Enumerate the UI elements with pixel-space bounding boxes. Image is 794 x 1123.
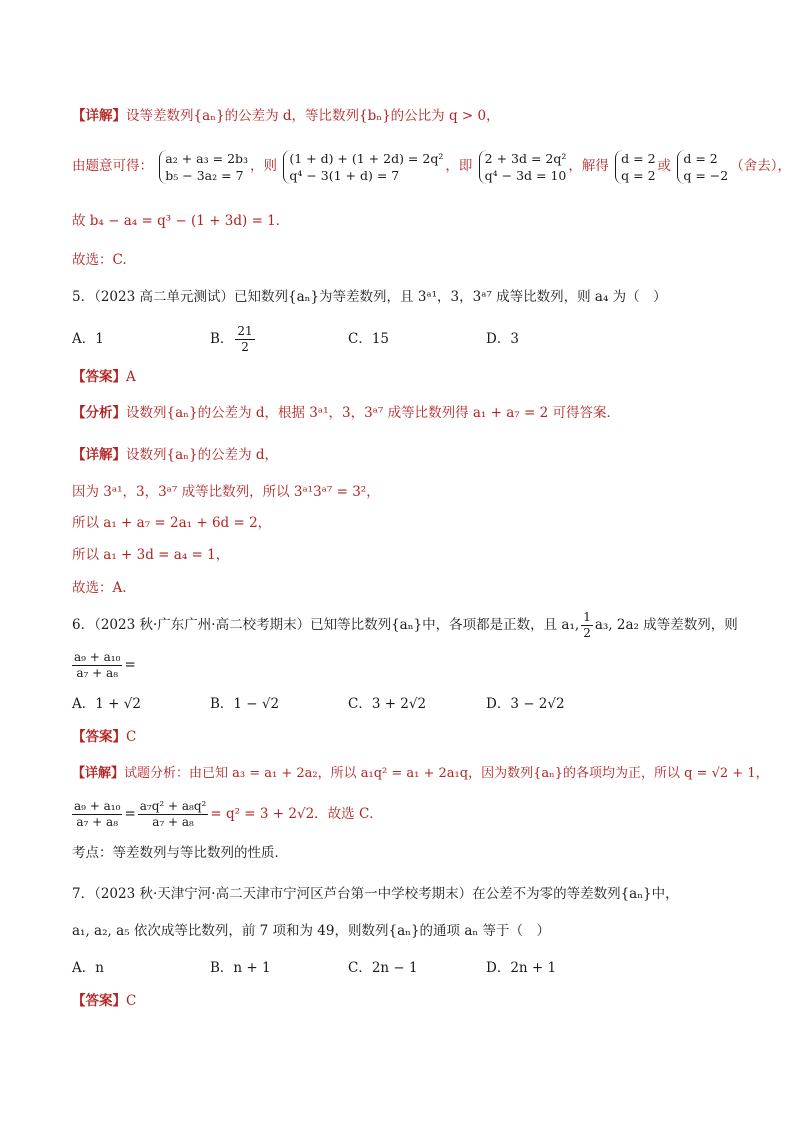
analysis-tag: 【分析】 <box>72 405 126 421</box>
stem-part: a₃, 2a₂ 成等差数列，则 <box>594 617 738 633</box>
q6-expression <box>72 648 754 682</box>
equation-system-3 <box>479 150 567 184</box>
option-b: B．1 − √2 <box>210 696 280 712</box>
detail-tag: 【详解】 <box>72 766 125 781</box>
q4-detail-line2 <box>72 146 791 190</box>
denominator: 2 <box>241 340 249 354</box>
option-d: D．3 <box>486 331 519 347</box>
q5-detail-3: 所以 a₁ + a₇ = 2a₁ + 6d = 2， <box>72 515 272 531</box>
q5-analysis <box>72 403 754 423</box>
q6-detail <box>72 764 769 784</box>
equation-system-4 <box>615 150 655 184</box>
eq: q = 2 <box>621 167 656 183</box>
eq: q = −2 <box>683 167 729 183</box>
connector: ，解得 <box>568 158 609 174</box>
q4-detail-line1 <box>72 106 754 126</box>
numerator: 1 <box>583 610 591 624</box>
numerator: a₇q² + a₈q² <box>139 799 207 813</box>
eq: b₅ − 3a₂ = 7 <box>165 167 244 183</box>
option-b <box>210 322 348 356</box>
fraction <box>72 799 122 830</box>
fraction <box>138 799 209 830</box>
connector: ，即 <box>445 158 473 174</box>
connector: 或 <box>657 158 672 174</box>
detail-tag: 【详解】 <box>72 447 126 463</box>
option-c: C．3 + 2√2 <box>348 696 427 712</box>
q5-choose: 故选：A. <box>72 580 127 596</box>
numerator: a₉ + a₁₀ <box>74 650 121 664</box>
q7-stem-2: a₁, a₂, a₅ 依次成等比数列，前 7 项和为 49，则数列{aₙ}的通项 aₙ 等于（ ） <box>72 923 551 939</box>
answer-value: C <box>126 729 137 745</box>
q5-detail-4: 所以 a₁ + 3d = a₄ = 1， <box>72 547 230 563</box>
numerator: 21 <box>237 324 253 338</box>
q7-options <box>72 958 754 978</box>
ratio-fraction <box>72 650 122 681</box>
q6-options <box>72 694 754 714</box>
connector: （舍去）， <box>730 158 791 174</box>
detail-text: 设等差数列{aₙ}的公差为 d，等比数列{bₙ}的公比为 q > 0， <box>126 108 500 124</box>
analysis-text: 设数列{aₙ}的公差为 d，根据 3ᵃ¹，3，3ᵃ⁷ 成等比数列得 a₁ + a₇ = 2 可得答案． <box>126 405 620 421</box>
q6-detail-2: $\frac{\text{a₉ + a₁₀}}{\text{a₇ + a₈}}$ = $\frac{\text{a₇q² + a₈q²}}{\text{a₇ + a₈}}$ = q² = 3 + 2√2．故选 C． <box>74 799 383 829</box>
eq: d = 2 <box>621 150 656 166</box>
q6-stem <box>72 608 754 642</box>
answer-value: C <box>126 993 137 1009</box>
option-c: C．2n − 1 <box>348 960 418 976</box>
answer-tag: 【答案】 <box>72 369 126 385</box>
option-c: C．15 <box>348 331 390 347</box>
detail-tag: 【详解】 <box>72 108 126 124</box>
option-a: A．1 <box>72 331 104 347</box>
answer-tag: 【答案】 <box>72 993 126 1009</box>
q4-detail-line3: 故 b₄ − a₄ = q³ − (1 + 3d) = 1． <box>72 213 290 229</box>
q4-choose: 故选：C. <box>72 252 127 268</box>
stem-part: 6．（2023 秋·广东广州·高二校考期末）已知等比数列{aₙ}中，各项都是正数，且 a₁, <box>72 617 580 633</box>
connector: ，则 <box>250 158 278 174</box>
half-fraction <box>581 610 593 641</box>
eq: q⁴ − 3(1 + d) = 7 <box>289 167 400 183</box>
q5-answer <box>72 367 754 387</box>
denominator: a₇ + a₈ <box>152 815 194 829</box>
equation-system-1 <box>159 150 248 184</box>
option-label: B． <box>210 331 234 347</box>
option-a: A．n <box>72 960 104 976</box>
q7-stem-1: 7．（2023 秋·天津宁河·高二天津市宁河区芦台第一中学校考期末）在公差不为零的等差数列{aₙ}中， <box>72 886 679 902</box>
fraction <box>235 324 254 355</box>
option-a: A．1 + √2 <box>72 696 141 712</box>
q5-detail <box>72 445 754 465</box>
equals: = <box>124 657 136 673</box>
answer-value: A <box>126 369 136 385</box>
option-d: D．3 − 2√2 <box>486 696 565 712</box>
option-d: D．2n + 1 <box>486 960 557 976</box>
option-b: B．n + 1 <box>210 960 271 976</box>
answer-tag: 【答案】 <box>72 729 126 745</box>
q5-options <box>72 322 754 356</box>
q6-kaodian: 考点：等差数列与等比数列的性质． <box>72 845 288 861</box>
detail-prefix: 由题意可得： <box>72 158 153 174</box>
numerator: a₉ + a₁₀ <box>74 799 121 813</box>
q5-detail-2: 因为 3ᵃ¹，3，3ᵃ⁷ 成等比数列，所以 3ᵃ¹3ᵃ⁷ = 3²， <box>72 484 380 500</box>
denominator: 2 <box>583 626 591 640</box>
eq: 2 + 3d = 2q² <box>484 150 567 166</box>
detail-text: 设数列{aₙ}的公差为 d， <box>126 447 278 463</box>
eq: (1 + d) + (1 + 2d) = 2q² <box>289 150 444 166</box>
q7-answer <box>72 991 754 1011</box>
denominator: a₇ + a₈ <box>76 666 119 680</box>
detail-tail: = q² = 3 + 2√2．故选 C． <box>210 806 383 822</box>
detail-text: 试题分析：由已知 a₃ = a₁ + 2a₂，所以 a₁q² = a₁ + 2a₁q，因为数列{aₙ}的各项均为正，所以 q = √2 + 1， <box>124 766 769 781</box>
eq: a₂ + a₃ = 2b₃ <box>165 150 249 166</box>
denominator: a₇ + a₈ <box>76 815 119 829</box>
equation-system-5 <box>677 150 728 184</box>
eq: d = 2 <box>683 150 718 166</box>
q5-stem: 5．（2023 高二单元测试）已知数列{aₙ}为等差数列，且 3ᵃ¹，3，3ᵃ⁷ 成等比数列，则 a₄ 为（ ） <box>72 289 667 305</box>
q6-answer <box>72 727 754 747</box>
eq: q⁴ − 3d = 10 <box>484 167 567 183</box>
equation-system-2 <box>283 150 443 184</box>
